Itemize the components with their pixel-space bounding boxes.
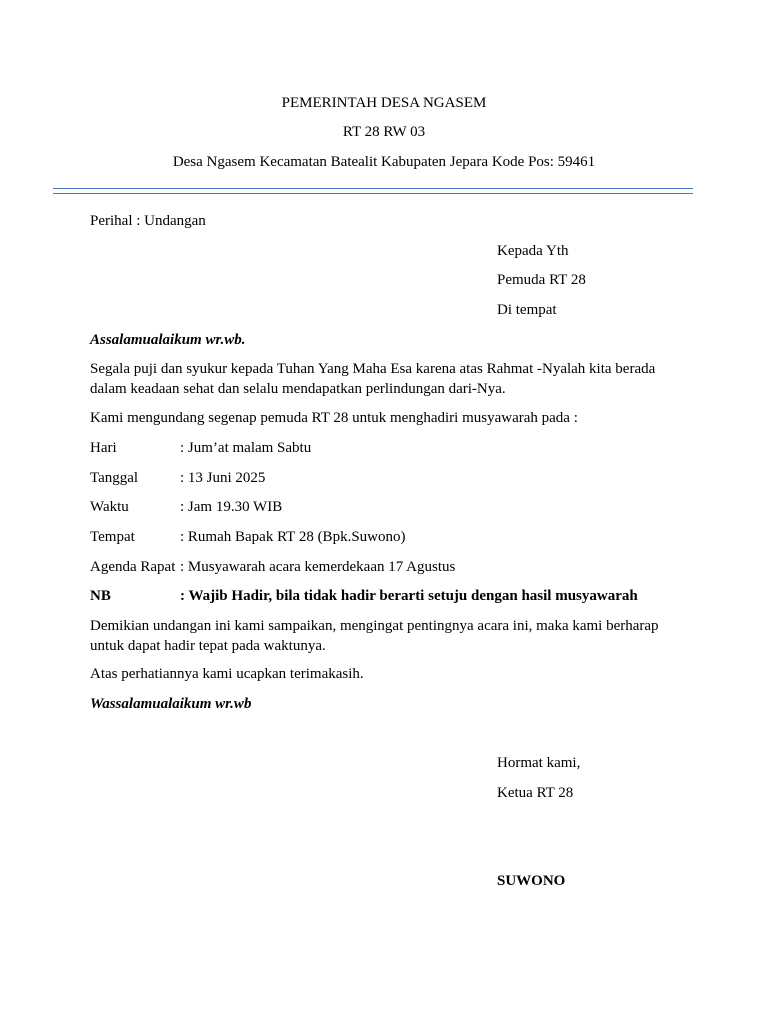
detail-value-tempat: : Rumah Bapak RT 28 (Bpk.Suwono) <box>180 529 406 545</box>
detail-value-hari: : Jum’at malam Sabtu <box>180 440 312 456</box>
detail-value-tanggal: : 13 Juni 2025 <box>180 470 266 486</box>
detail-value-waktu: : Jam 19.30 WIB <box>180 499 283 515</box>
recipient-salutation: Kepada Yth <box>497 243 569 259</box>
subject-line: Perihal : Undangan <box>90 213 206 229</box>
signature-regards: Hormat kami, <box>497 755 581 771</box>
letterhead-title: PEMERINTAH DESA NGASEM <box>281 95 487 111</box>
letterhead-rt-rw: RT 28 RW 03 <box>342 124 426 140</box>
detail-value-agenda: : Musyawarah acara kemerdekaan 17 Agustus <box>180 559 456 575</box>
detail-label-tempat: Tempat <box>90 529 135 545</box>
detail-label-agenda: Agenda Rapat <box>90 559 176 575</box>
letterhead-address: Desa Ngasem Kecamatan Batealit Kabupaten Jepara Kode Pos: 59461 <box>172 154 596 170</box>
body-paragraph-2: Kami mengundang segenap pemuda RT 28 untuk menghadiri musyawarah pada : <box>90 410 578 426</box>
thanks-line: Atas perhatiannya kami ucapkan terimakasih. <box>90 666 364 682</box>
detail-value-nb: : Wajib Hadir, bila tidak hadir berarti setuju dengan hasil musyawarah <box>180 588 638 604</box>
detail-label-waktu: Waktu <box>90 499 129 515</box>
header-divider-top <box>53 188 693 189</box>
signature-title: Ketua RT 28 <box>497 785 574 801</box>
opening-greeting: Assalamualaikum wr.wb. <box>90 332 246 348</box>
body-paragraph-1: Segala puji dan syukur kepada Tuhan Yang Maha Esa karena atas Rahmat -Nyalah kita berada dalam keadaan sehat dan selalu mendapatkan perlindungan dari-Nya. <box>90 361 656 397</box>
signature-name: SUWONO <box>497 873 566 889</box>
detail-label-nb: NB <box>90 588 111 604</box>
recipient-location: Di tempat <box>497 302 557 318</box>
detail-label-hari: Hari <box>90 440 117 456</box>
detail-label-tanggal: Tanggal <box>90 470 139 486</box>
closing-greeting: Wassalamualaikum wr.wb <box>90 696 252 712</box>
recipient-name: Pemuda RT 28 <box>497 272 586 288</box>
closing-paragraph: Demikian undangan ini kami sampaikan, mengingat pentingnya acara ini, maka kami berharap untuk dapat hadir tepat pada waktunya. <box>90 618 659 654</box>
header-divider-bottom <box>53 193 693 194</box>
